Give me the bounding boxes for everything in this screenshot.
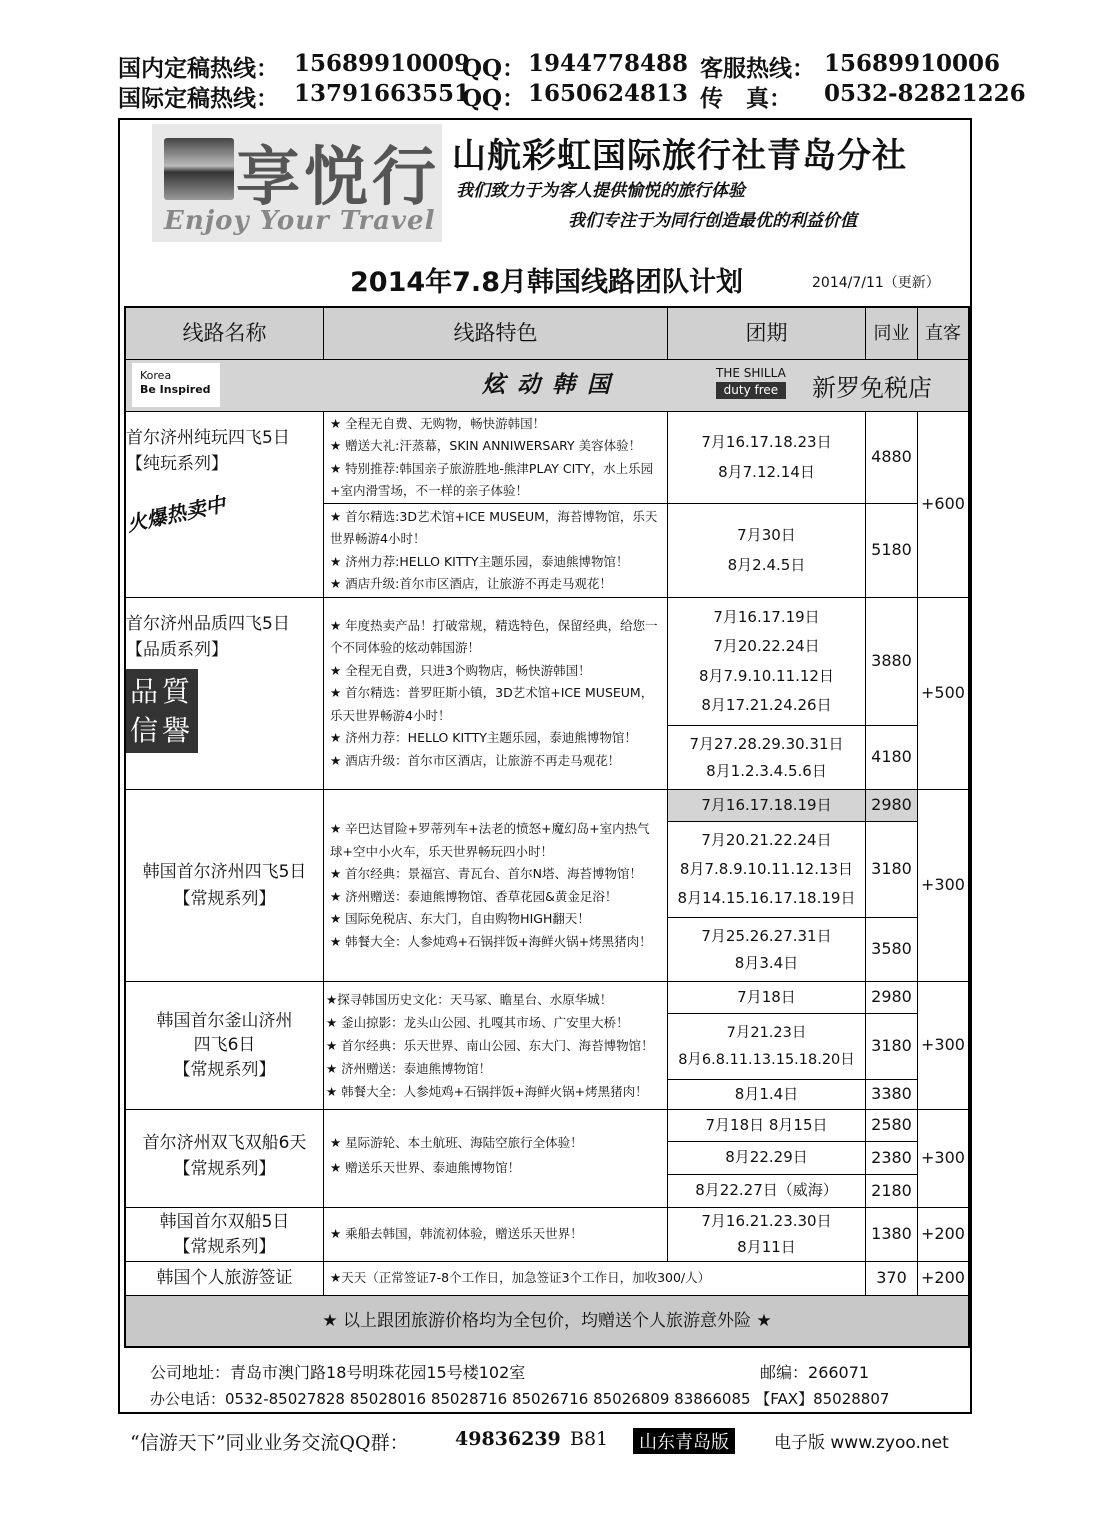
- feature-line: ★ 全程无自费、无购物，畅快游韩国！: [330, 415, 546, 431]
- route-3-features: [324, 790, 668, 982]
- phones: 0532-85027828 85028016 85028716 85026716 85026809 83866085 【FAX】85028807: [225, 1390, 890, 1408]
- date-line: 8月2.4.5日: [727, 555, 806, 574]
- route-1-price-2: 5180: [866, 504, 918, 598]
- bottom-site: 电子版 www.zyoo.net: [774, 1433, 949, 1453]
- feature-line: ★ 首尔经典：景福宫、青瓦台、首尔N塔、海苔博物馆！: [330, 866, 643, 881]
- qq2-label: QQ：: [462, 85, 526, 112]
- route-6-dates: [668, 1208, 866, 1262]
- route-1-price-1: 4880: [866, 412, 918, 504]
- intl-hotline: 13791663551: [294, 80, 471, 107]
- bottom-qq-text: “信游天下”同业业务交流QQ群：: [130, 1432, 409, 1454]
- intl-hotline-label: 国际定稿热线：: [118, 85, 279, 112]
- shilla-logo: [716, 366, 786, 399]
- bottom-page: B81: [570, 1428, 609, 1450]
- route-name: 韩国首尔济州四飞5日: [142, 862, 307, 883]
- service-hotline: 15689910006: [824, 50, 1001, 77]
- banner-title: 炫 动 韩 国: [481, 371, 613, 398]
- feature-line: ★ 星际游轮、本土航班、海陆空旅行全体验！: [330, 1135, 583, 1150]
- address: 青岛市澳门路18号明珠花园15号楼102室: [230, 1363, 526, 1382]
- postcode-label: 邮编：: [760, 1363, 809, 1382]
- route-5-dates-3: [668, 1175, 866, 1208]
- fax: 0532-82821226: [824, 80, 1026, 107]
- feature-line: ★ 济州赠送：泰迪熊博物馆、香草花园&黄金足浴！: [330, 888, 618, 904]
- feature-line: ★ 赠送大礼:汗蒸幕，SKIN ANNIWERSARY 美容体验！: [330, 438, 642, 453]
- feature-line: ★天天（正常签证7-8个工作日，加急签证3个工作日，加收300/人）: [330, 1270, 711, 1286]
- feature-line: ★ 乘船去韩国，韩流初体验，赠送乐天世界！: [330, 1226, 583, 1242]
- feature-line: ★探寻韩国历史文化：天马冢、瞻星台、水原华城！: [326, 991, 613, 1007]
- feature-line: ★ 辛巴达冒险+罗蒂列车+法老的愤怒+魔幻岛+室内热气球+空中小火车，乐天世界畅玩四小时！: [330, 821, 650, 859]
- route-3-price-3: 3580: [866, 918, 918, 982]
- route-4-price-1: 2980: [866, 982, 918, 1014]
- route-7-name: 韩国个人旅游签证: [126, 1262, 324, 1296]
- date-line: 7月30日: [737, 526, 796, 545]
- korea-line2: Be Inspired: [140, 383, 211, 397]
- date-line: 8月1.2.3.4.5.6日: [706, 761, 827, 780]
- date-line: 7月18日: [737, 987, 796, 1006]
- route-series: 【常规系列】: [173, 888, 276, 909]
- feature-line: ★ 国际免税店、东大门，自由购物HIGH翻天！: [330, 911, 590, 926]
- route-2-features: [324, 598, 668, 790]
- feature-line: ★ 韩餐大全：人参炖鸡+石锅拌饭+海鲜火锅+烤黑猪肉！: [330, 933, 652, 949]
- route-4-direct: +300: [918, 982, 968, 1110]
- route-2-name: [126, 598, 324, 790]
- service-hotline-label: 客服热线：: [700, 55, 815, 82]
- header-direct: 直客: [918, 308, 968, 360]
- route-4-name: [126, 982, 324, 1110]
- logo-cube-icon: [164, 138, 234, 200]
- route-5-price-2: 2380: [866, 1142, 918, 1175]
- route-2-dates-1: [668, 598, 866, 726]
- hot-sale-badge: 火爆热卖中: [124, 491, 228, 537]
- date-line: 7月25.26.27.31日: [701, 926, 832, 945]
- date-line: 7月16.17.19日: [713, 608, 820, 626]
- route-4-dates-2: [668, 1014, 866, 1080]
- date-line: 7月20.21.22.24日: [701, 830, 832, 849]
- route-2-price-2: 4180: [866, 726, 918, 790]
- route-5-features: [324, 1110, 668, 1208]
- route-series: 【常规系列】: [173, 1159, 276, 1180]
- address-label: 公司地址：: [150, 1363, 231, 1382]
- route-series: 【品质系列】: [126, 639, 228, 660]
- route-series: 【常规系列】: [173, 1236, 276, 1257]
- date-line: 7月20.22.24日: [713, 637, 820, 656]
- route-5-dates-1: [668, 1110, 866, 1142]
- route-series: 【常规系列】: [173, 1059, 276, 1080]
- feature-line: ★ 首尔精选：普罗旺斯小镇，3D艺术馆+ICE MUSEUM，乐天世界畅游4小时！: [330, 685, 654, 723]
- logo: [152, 124, 442, 242]
- route-6-direct: +200: [918, 1208, 968, 1262]
- route-4-price-3: 3380: [866, 1080, 918, 1110]
- company-name: 山航彩虹国际旅行社青岛分社: [452, 136, 907, 176]
- route-series: 【纯玩系列】: [126, 453, 228, 474]
- shilla-line2: duty free: [716, 382, 786, 398]
- route-7-price: 370: [866, 1262, 918, 1296]
- feature-line: ★ 韩餐大全：人参炖鸡+石锅拌饭+海鲜火锅+烤黑猪肉！: [326, 1084, 648, 1100]
- address-row: [150, 1360, 525, 1383]
- route-6-name: [126, 1208, 324, 1262]
- domestic-hotline: 15689910009: [294, 50, 471, 77]
- page-title: 2014年7.8月韩国线路团队计划: [350, 267, 743, 298]
- date-line: 8月1.4日: [734, 1084, 799, 1103]
- route-1-name: [126, 412, 324, 598]
- header-trade: 同业: [866, 308, 918, 360]
- feature-line: ★ 首尔精选:3D艺术馆+ICE MUSEUM，海苔博物馆，乐天世界畅游4小时！: [330, 508, 658, 546]
- feature-line: ★ 济州力荐：HELLO KITTY主题乐园，泰迪熊博物馆！: [330, 730, 637, 746]
- route-5-name: [126, 1110, 324, 1208]
- route-3-name: [126, 790, 324, 982]
- date-line: 7月18日 8月15日: [705, 1115, 828, 1134]
- route-5-direct: +300: [918, 1110, 968, 1208]
- route-3-dates-3: [668, 918, 866, 982]
- header-dates: 团期: [668, 308, 866, 360]
- korea-line1: Korea: [140, 369, 172, 382]
- phone-row: [150, 1388, 889, 1409]
- feature-line: ★ 济州力荐:HELLO KITTY主题乐园，泰迪熊博物馆！: [330, 553, 629, 569]
- feature-line: ★ 特别推荐:韩国亲子旅游胜地-熊津PLAY CITY，水上乐园+室内滑雪场，不一样的亲子体验！: [330, 460, 654, 498]
- slogan-2: 我们专注于为同行创造最优的利益价值: [568, 211, 857, 231]
- route-5-dates-2: [668, 1142, 866, 1175]
- fax-label: 传 真：: [700, 85, 792, 112]
- logo-cn: 享悦行: [236, 140, 440, 215]
- route-3-price-2: 3180: [866, 822, 918, 918]
- domestic-hotline-label: 国内定稿热线：: [118, 55, 279, 82]
- date-line: 7月21.23日: [726, 1024, 807, 1041]
- slogan-1: 我们致力于为客人提供愉悦的旅行体验: [456, 181, 745, 201]
- route-4-features: [324, 982, 668, 1110]
- price-note: ★ 以上跟团旅游价格均为全包价，均赠送个人旅游意外险 ★: [126, 1296, 968, 1346]
- route-3-direct: +300: [918, 790, 968, 982]
- feature-line: ★ 酒店升级:首尔市区酒店，让旅游不再走马观花！: [330, 576, 612, 591]
- route-3-dates-2: [668, 822, 866, 918]
- route-6-features: [324, 1208, 668, 1262]
- date-line: 7月16.21.23.30日: [701, 1212, 832, 1230]
- date-line: 8月22.27日（威海）: [695, 1181, 838, 1200]
- quality-badge: 品質信譽: [126, 669, 198, 753]
- shilla-cn: 新罗免税店: [812, 374, 932, 402]
- qq2: 1650624813: [528, 80, 689, 107]
- qq1-label: QQ：: [462, 55, 526, 82]
- route-name: 首尔济州纯玩四飞5日: [126, 428, 290, 448]
- postcode-row: [760, 1360, 869, 1383]
- route-name: 韩国首尔双船5日: [159, 1211, 290, 1232]
- date-line: 8月7.12.14日: [718, 462, 815, 481]
- feature-line: ★ 济州赠送：泰迪熊博物馆！: [326, 1061, 492, 1077]
- banner: [126, 360, 968, 412]
- postcode: 266071: [808, 1363, 870, 1382]
- feature-line: ★ 赠送乐天世界、泰迪熊博物馆！: [330, 1160, 521, 1175]
- date-line: 8月7.8.9.10.11.12.13日: [679, 859, 854, 878]
- bottom-qq-group: 49836239: [455, 1428, 561, 1450]
- route-name: 首尔济州品质四飞5日: [126, 614, 290, 634]
- logo-en: Enjoy Your Travel: [164, 206, 436, 236]
- route-2-direct: +500: [918, 598, 968, 790]
- feature-line: ★ 全程无自费，只进3个购物店，畅快游韩国！: [330, 662, 591, 678]
- route-4-dates-1: [668, 982, 866, 1014]
- feature-line: ★ 年度热卖产品！打破常规，精选特色，保留经典，给您一个不同体验的炫动韩国游！: [330, 617, 658, 656]
- date-line: 8月22.29日: [725, 1148, 808, 1167]
- date-line: 7月16.17.18.19日: [701, 795, 832, 814]
- route-5-price-1: 2580: [866, 1110, 918, 1142]
- route-3-price-1: 2980: [866, 790, 918, 822]
- route-1-dates-1: [668, 412, 866, 504]
- flyer-frame: [118, 118, 972, 1414]
- update-date: 2014/7/11（更新）: [812, 275, 940, 291]
- date-line: 7月27.28.29.30.31日: [689, 734, 844, 753]
- date-line: 8月3.4日: [734, 953, 799, 972]
- route-2-price-1: 3880: [866, 598, 918, 726]
- route-name: 韩国首尔釜山济州: [156, 1010, 293, 1031]
- route-6-price: 1380: [866, 1208, 918, 1262]
- feature-line: ★ 酒店升级：首尔市区酒店，让旅游不再走马观花！: [330, 752, 621, 768]
- header-features: 线路特色: [324, 308, 668, 360]
- header-route: 线路名称: [126, 308, 324, 360]
- route-name-2: 四飞6日: [193, 1035, 256, 1056]
- bottom-edition: 山东青岛版: [633, 1428, 735, 1454]
- route-2-dates-2: [668, 726, 866, 790]
- date-line: 8月11日: [737, 1237, 796, 1256]
- date-line: 8月7.9.10.11.12日: [699, 666, 834, 685]
- route-7-features: [324, 1262, 866, 1296]
- route-4-price-2: 3180: [866, 1014, 918, 1080]
- route-1-dates-2: [668, 504, 866, 598]
- route-1-features-b: [324, 504, 668, 598]
- route-table: [124, 306, 970, 1348]
- route-7-direct: +200: [918, 1262, 968, 1296]
- date-line: 8月6.8.11.13.15.18.20日: [678, 1051, 855, 1068]
- route-1-direct: +600: [918, 412, 968, 598]
- shilla-line1: THE SHILLA: [716, 366, 786, 380]
- korea-logo: [132, 363, 220, 407]
- feature-line: ★ 釜山掠影：龙头山公园、扎嘎其市场、广安里大桥！: [326, 1014, 629, 1030]
- route-3-dates-1: [668, 790, 866, 822]
- phone-label: 办公电话：: [150, 1390, 226, 1408]
- date-line: 8月17.21.24.26日: [701, 695, 832, 714]
- route-name: 首尔济州双飞双船6天: [142, 1133, 307, 1153]
- date-line: 8月14.15.16.17.18.19日: [677, 889, 856, 908]
- route-1-features-a: [324, 412, 668, 504]
- date-line: 7月16.17.18.23日: [701, 433, 832, 452]
- feature-line: ★ 首尔经典：乐天世界、南山公园、东大门、海苔博物馆！: [326, 1037, 654, 1053]
- qq1: 1944778488: [528, 50, 689, 77]
- route-5-price-3: 2180: [866, 1175, 918, 1208]
- route-4-dates-3: [668, 1080, 866, 1110]
